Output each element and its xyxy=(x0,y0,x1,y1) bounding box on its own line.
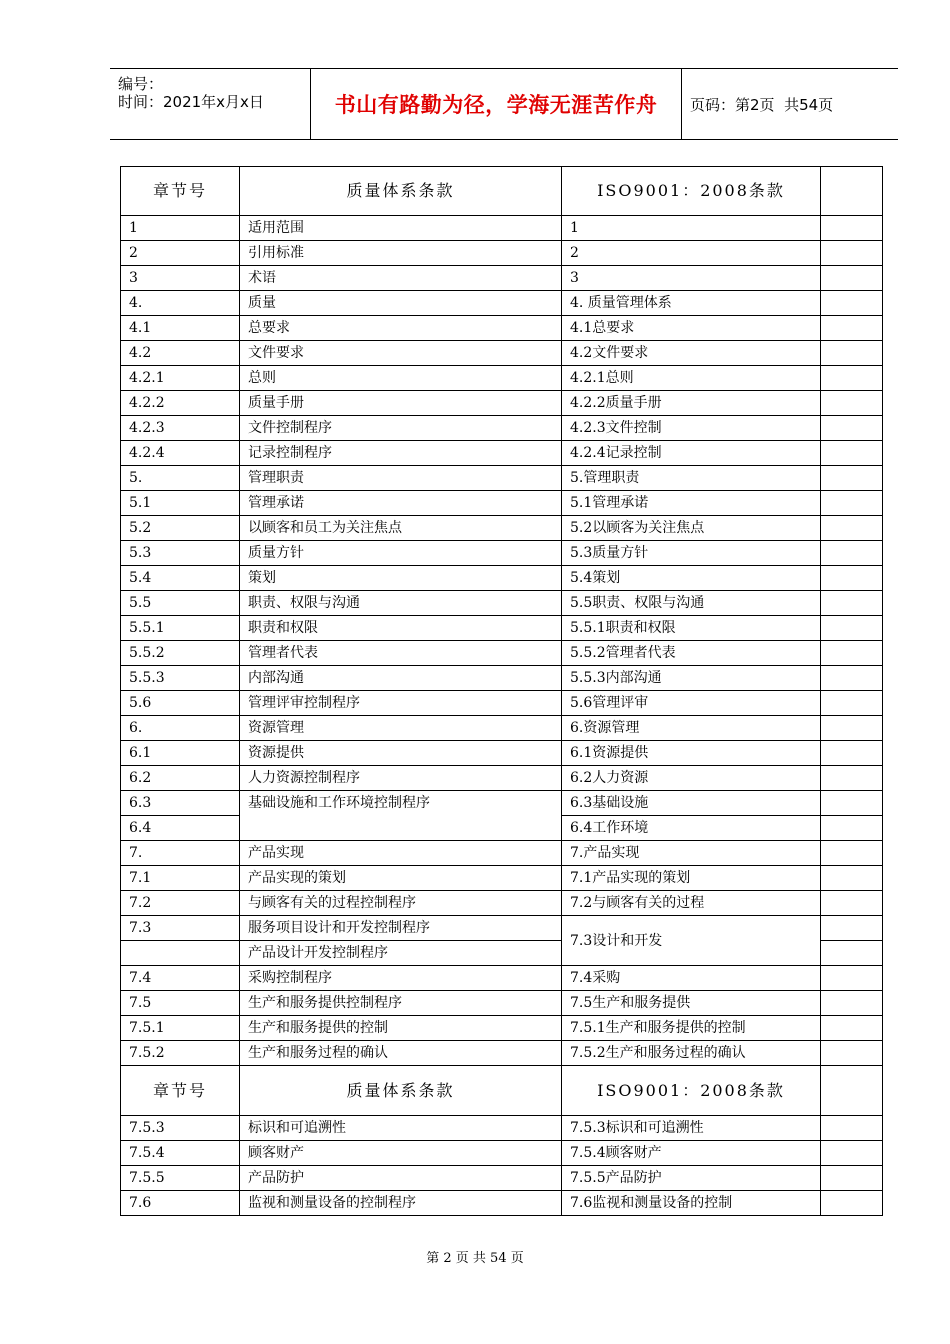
blank-cell xyxy=(821,991,883,1016)
table-row xyxy=(121,541,883,566)
iso-clause: 6.4工作环境 xyxy=(562,816,821,841)
table-row xyxy=(121,616,883,641)
table-row xyxy=(121,1166,883,1191)
section-number: 4.2.2 xyxy=(121,391,240,416)
blank-cell xyxy=(821,716,883,741)
section-number: 6.1 xyxy=(121,741,240,766)
section-number: 4.1 xyxy=(121,316,240,341)
iso-clause: 7.5.1生产和服务提供的控制 xyxy=(562,1016,821,1041)
blank-cell xyxy=(821,466,883,491)
table-header-row xyxy=(121,167,883,216)
blank-cell xyxy=(821,391,883,416)
section-number: 7.5.5 xyxy=(121,1166,240,1191)
section-number: 5.1 xyxy=(121,491,240,516)
iso-clause: 4. 质量管理体系 xyxy=(562,291,821,316)
table-row xyxy=(121,266,883,291)
quality-clause: 文件要求 xyxy=(240,341,562,366)
table-row xyxy=(121,566,883,591)
section-number: 1 xyxy=(121,216,240,241)
iso-clause: 4.2文件要求 xyxy=(562,341,821,366)
column-header: 章节号 xyxy=(121,167,240,216)
table-row xyxy=(121,841,883,866)
blank-cell xyxy=(821,816,883,841)
table-row xyxy=(121,741,883,766)
section-number: 5.2 xyxy=(121,516,240,541)
blank-cell xyxy=(821,216,883,241)
quality-clause: 总要求 xyxy=(240,316,562,341)
section-number: 2 xyxy=(121,241,240,266)
section-number: 5.5.1 xyxy=(121,616,240,641)
iso-clause: 5.3质量方针 xyxy=(562,541,821,566)
column-header: 章节号 xyxy=(121,1066,240,1116)
iso-clause: 5.2以顾客为关注焦点 xyxy=(562,516,821,541)
blank-cell xyxy=(821,666,883,691)
quality-clause: 顾客财产 xyxy=(240,1141,562,1166)
quality-clause: 服务项目设计和开发控制程序 xyxy=(240,916,562,941)
table-row xyxy=(121,216,883,241)
blank-cell xyxy=(821,691,883,716)
column-header: ISO9001：2008条款 xyxy=(562,167,821,216)
table-row xyxy=(121,891,883,916)
quality-clause: 内部沟通 xyxy=(240,666,562,691)
table-row xyxy=(121,391,883,416)
blank-cell xyxy=(821,441,883,466)
quality-clause: 产品设计开发控制程序 xyxy=(240,941,562,966)
section-number: 5.5 xyxy=(121,591,240,616)
table-row xyxy=(121,491,883,516)
quality-clause: 监视和测量设备的控制程序 xyxy=(240,1191,562,1216)
section-number: 7.5.2 xyxy=(121,1041,240,1066)
iso-clause: 6.1资源提供 xyxy=(562,741,821,766)
iso-clause: 2 xyxy=(562,241,821,266)
section-number: 5.5.2 xyxy=(121,641,240,666)
iso-clause: 3 xyxy=(562,266,821,291)
section-number: 7.1 xyxy=(121,866,240,891)
iso-clause: 7.2与顾客有关的过程 xyxy=(562,891,821,916)
number-label: 编号： xyxy=(118,75,164,93)
page-code: 页码：第2页 共54页 xyxy=(690,95,834,114)
quality-clause: 记录控制程序 xyxy=(240,441,562,466)
section-number xyxy=(121,941,240,966)
column-header: 质量体系条款 xyxy=(240,167,562,216)
iso-clause: 4.2.4记录控制 xyxy=(562,441,821,466)
table-row xyxy=(121,916,883,941)
column-header xyxy=(821,1066,883,1116)
table-row xyxy=(121,516,883,541)
iso-clause: 7.5生产和服务提供 xyxy=(562,991,821,1016)
quality-clause: 管理职责 xyxy=(240,466,562,491)
section-number: 4.2.3 xyxy=(121,416,240,441)
iso-clause: 4.2.2质量手册 xyxy=(562,391,821,416)
iso-clause: 5.6管理评审 xyxy=(562,691,821,716)
table-row xyxy=(121,441,883,466)
blank-cell xyxy=(821,966,883,991)
header-page-cell xyxy=(682,69,898,139)
blank-cell xyxy=(821,491,883,516)
blank-cell xyxy=(821,1016,883,1041)
blank-cell xyxy=(821,641,883,666)
table-row xyxy=(121,416,883,441)
section-number: 5.5.3 xyxy=(121,666,240,691)
section-number: 6.2 xyxy=(121,766,240,791)
blank-cell xyxy=(821,416,883,441)
table-row xyxy=(121,716,883,741)
quality-clause: 人力资源控制程序 xyxy=(240,766,562,791)
table-row xyxy=(121,691,883,716)
quality-clause: 资源提供 xyxy=(240,741,562,766)
section-number: 6.3 xyxy=(121,791,240,816)
time-label: 时间：2021年x月x日 xyxy=(118,93,264,111)
table-row xyxy=(121,666,883,691)
table-row xyxy=(121,1191,883,1216)
blank-cell xyxy=(821,791,883,816)
page-header xyxy=(110,68,898,140)
table-row xyxy=(121,291,883,316)
iso-clause: 7.产品实现 xyxy=(562,841,821,866)
iso-clause: 7.6监视和测量设备的控制 xyxy=(562,1191,821,1216)
table-row xyxy=(121,641,883,666)
quality-clause: 管理评审控制程序 xyxy=(240,691,562,716)
table-row xyxy=(121,1116,883,1141)
quality-clause: 标识和可追溯性 xyxy=(240,1116,562,1141)
table-row xyxy=(121,316,883,341)
table-row xyxy=(121,766,883,791)
quality-clause: 生产和服务提供的控制 xyxy=(240,1016,562,1041)
iso-clause: 5.1管理承诺 xyxy=(562,491,821,516)
blank-cell xyxy=(821,1191,883,1216)
iso-clause: 4.2.3文件控制 xyxy=(562,416,821,441)
column-header: ISO9001：2008条款 xyxy=(562,1066,821,1116)
blank-cell xyxy=(821,741,883,766)
quality-clause: 产品防护 xyxy=(240,1166,562,1191)
blank-cell xyxy=(821,891,883,916)
quality-clause: 产品实现的策划 xyxy=(240,866,562,891)
table-row xyxy=(121,991,883,1016)
iso-clause: 5.4策划 xyxy=(562,566,821,591)
quality-clause: 资源管理 xyxy=(240,716,562,741)
quality-clause: 管理者代表 xyxy=(240,641,562,666)
table-row xyxy=(121,791,883,816)
iso-clause: 5.5.3内部沟通 xyxy=(562,666,821,691)
table-header-row xyxy=(121,1066,883,1116)
quality-clause: 适用范围 xyxy=(240,216,562,241)
blank-cell xyxy=(821,941,883,966)
iso-clause: 5.5.2管理者代表 xyxy=(562,641,821,666)
section-number: 7.5.4 xyxy=(121,1141,240,1166)
blank-cell xyxy=(821,866,883,891)
table-row xyxy=(121,1016,883,1041)
quality-clause: 文件控制程序 xyxy=(240,416,562,441)
iso-clause: 6.2人力资源 xyxy=(562,766,821,791)
iso-clause: 7.3设计和开发 xyxy=(562,916,821,966)
iso-clause: 7.5.3标识和可追溯性 xyxy=(562,1116,821,1141)
blank-cell xyxy=(821,566,883,591)
blank-cell xyxy=(821,916,883,941)
page-footer: 第 2 页 共 54 页 xyxy=(426,1251,524,1266)
table-row xyxy=(121,466,883,491)
table-row xyxy=(121,1141,883,1166)
blank-cell xyxy=(821,766,883,791)
section-number: 5. xyxy=(121,466,240,491)
iso-clause: 7.5.4顾客财产 xyxy=(562,1141,821,1166)
quality-clause: 职责和权限 xyxy=(240,616,562,641)
table-row xyxy=(121,866,883,891)
blank-cell xyxy=(821,1166,883,1191)
quality-clause: 术语 xyxy=(240,266,562,291)
blank-cell xyxy=(821,316,883,341)
iso-clause: 6.3基础设施 xyxy=(562,791,821,816)
blank-cell xyxy=(821,1041,883,1066)
motto: 书山有路勤为径，学海无涯苦作舟 xyxy=(334,93,658,117)
quality-clause: 总则 xyxy=(240,366,562,391)
iso-clause: 1 xyxy=(562,216,821,241)
quality-clause: 质量 xyxy=(240,291,562,316)
blank-cell xyxy=(821,266,883,291)
quality-clause: 管理承诺 xyxy=(240,491,562,516)
quality-clause: 引用标准 xyxy=(240,241,562,266)
quality-clause: 以顾客和员工为关注焦点 xyxy=(240,516,562,541)
iso-clause: 4.1总要求 xyxy=(562,316,821,341)
section-number: 7.3 xyxy=(121,916,240,941)
blank-cell xyxy=(821,516,883,541)
section-number: 4.2 xyxy=(121,341,240,366)
iso-clause: 6.资源管理 xyxy=(562,716,821,741)
blank-cell xyxy=(821,366,883,391)
column-header xyxy=(821,167,883,216)
section-number: 7.5.3 xyxy=(121,1116,240,1141)
iso-clause: 5.管理职责 xyxy=(562,466,821,491)
quality-clause: 与顾客有关的过程控制程序 xyxy=(240,891,562,916)
section-number: 6. xyxy=(121,716,240,741)
table-row xyxy=(121,366,883,391)
iso-clause: 5.5.1职责和权限 xyxy=(562,616,821,641)
table-row xyxy=(121,241,883,266)
blank-cell xyxy=(821,616,883,641)
quality-clause: 生产和服务过程的确认 xyxy=(240,1041,562,1066)
blank-cell xyxy=(821,341,883,366)
clause-table xyxy=(120,166,883,1216)
section-number: 3 xyxy=(121,266,240,291)
quality-clause: 生产和服务提供控制程序 xyxy=(240,991,562,1016)
table-row xyxy=(121,341,883,366)
blank-cell xyxy=(821,291,883,316)
blank-cell xyxy=(821,1116,883,1141)
section-number: 4.2.4 xyxy=(121,441,240,466)
iso-clause: 7.4采购 xyxy=(562,966,821,991)
iso-clause: 7.5.5产品防护 xyxy=(562,1166,821,1191)
section-number: 5.6 xyxy=(121,691,240,716)
quality-clause: 质量手册 xyxy=(240,391,562,416)
table-row xyxy=(121,591,883,616)
blank-cell xyxy=(821,541,883,566)
quality-clause: 采购控制程序 xyxy=(240,966,562,991)
quality-clause: 产品实现 xyxy=(240,841,562,866)
quality-clause: 策划 xyxy=(240,566,562,591)
section-number: 7.5 xyxy=(121,991,240,1016)
section-number: 7.4 xyxy=(121,966,240,991)
section-number: 4.2.1 xyxy=(121,366,240,391)
quality-clause: 职责、权限与沟通 xyxy=(240,591,562,616)
section-number: 5.4 xyxy=(121,566,240,591)
column-header: 质量体系条款 xyxy=(240,1066,562,1116)
iso-clause: 5.5职责、权限与沟通 xyxy=(562,591,821,616)
iso-clause: 4.2.1总则 xyxy=(562,366,821,391)
header-meta xyxy=(110,69,311,139)
section-number: 7. xyxy=(121,841,240,866)
header-motto-cell xyxy=(311,69,682,139)
quality-clause: 质量方针 xyxy=(240,541,562,566)
quality-clause: 基础设施和工作环境控制程序 xyxy=(240,791,562,841)
iso-clause: 7.5.2生产和服务过程的确认 xyxy=(562,1041,821,1066)
blank-cell xyxy=(821,1141,883,1166)
blank-cell xyxy=(821,591,883,616)
blank-cell xyxy=(821,841,883,866)
section-number: 5.3 xyxy=(121,541,240,566)
blank-cell xyxy=(821,241,883,266)
section-number: 6.4 xyxy=(121,816,240,841)
table-row xyxy=(121,1041,883,1066)
section-number: 4. xyxy=(121,291,240,316)
section-number: 7.2 xyxy=(121,891,240,916)
section-number: 7.5.1 xyxy=(121,1016,240,1041)
table-row xyxy=(121,966,883,991)
iso-clause: 7.1产品实现的策划 xyxy=(562,866,821,891)
section-number: 7.6 xyxy=(121,1191,240,1216)
